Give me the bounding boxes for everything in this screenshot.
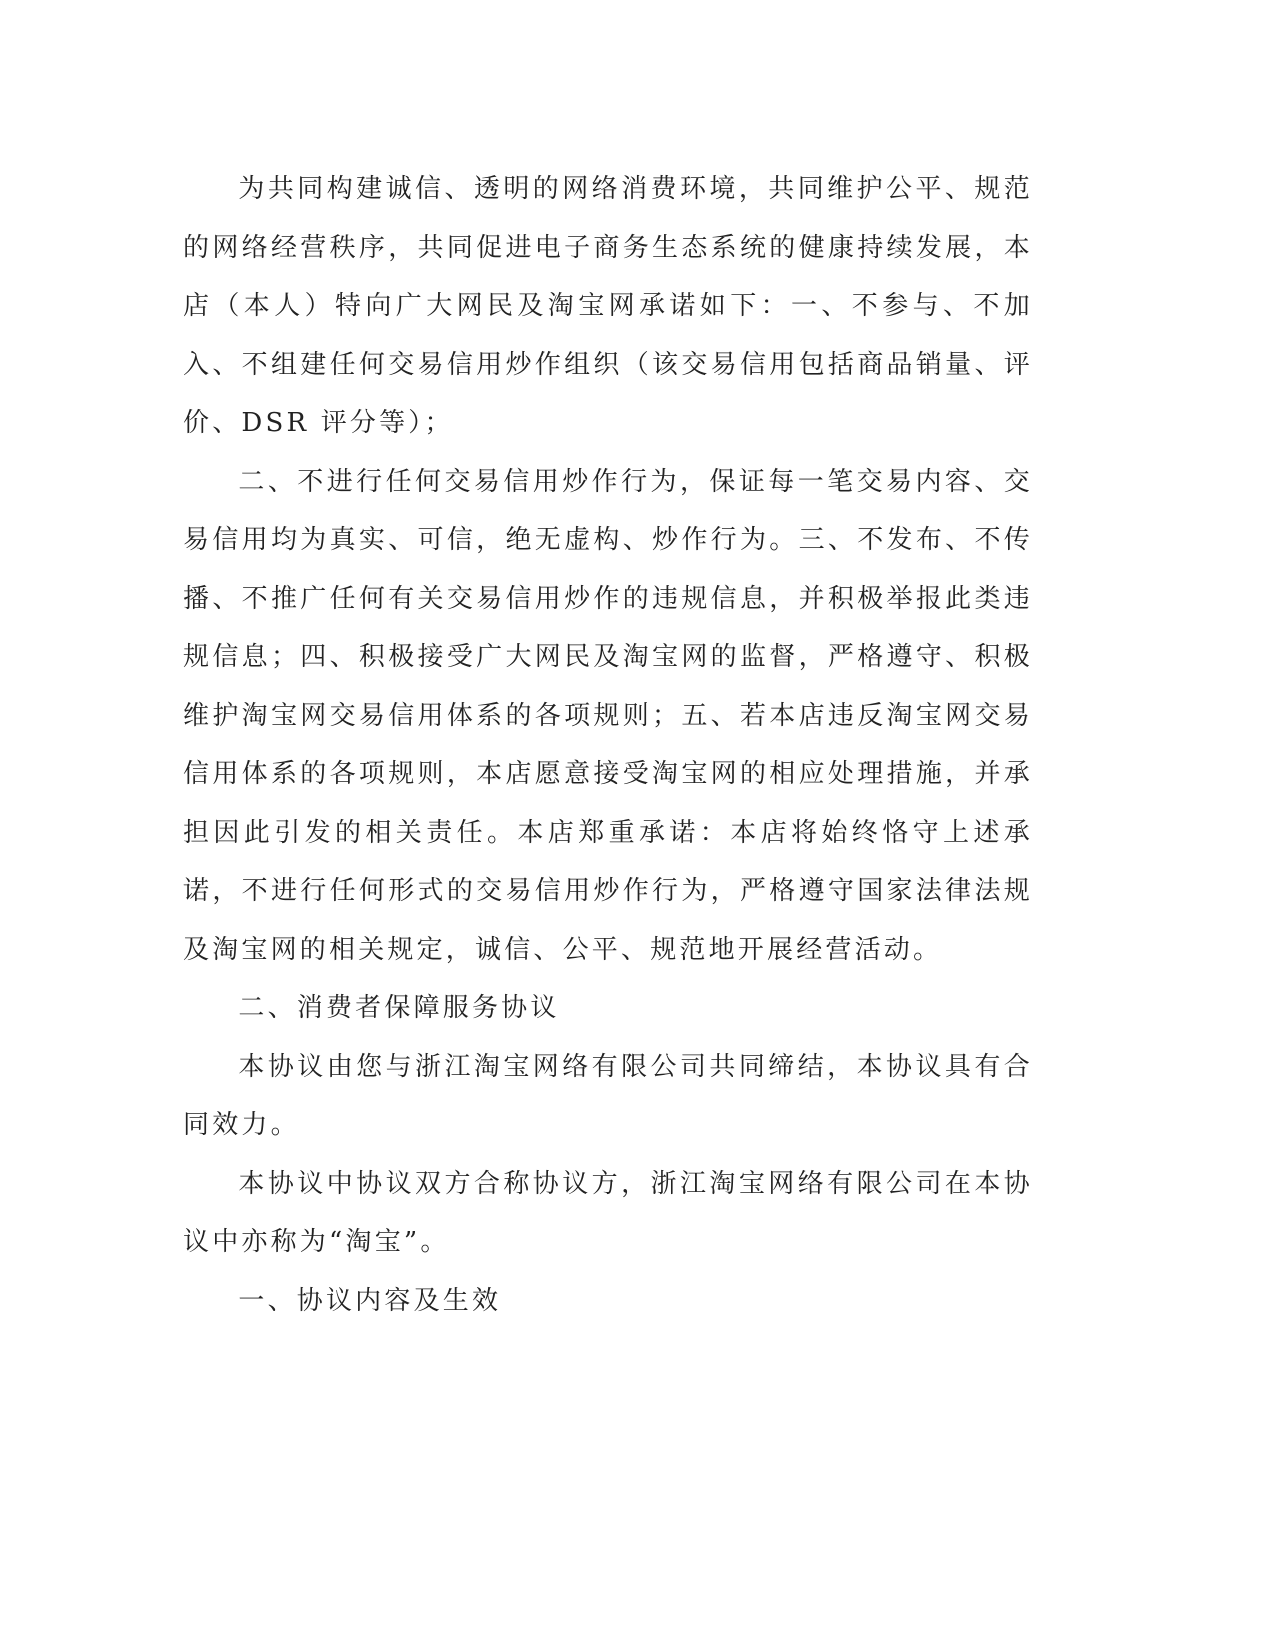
document-body: [183, 160, 1033, 1330]
paragraph-commitment-intro: 为共同构建诚信、透明的网络消费环境，共同维护公平、规范的网络经营秩序，共同促进电子商务生态系统的健康持续发展，本店（本人）特向广大网民及淘宝网承诺如下：一、不参与、不加入、不组建任何交易信用炒作组织（该交易信用包括商品销量、评价、DSR 评分等）；: [183, 174, 1033, 438]
paragraph-agreement-definition: 本协议中协议双方合称协议方，浙江淘宝网络有限公司在本协议中亦称为“淘宝”。: [183, 1168, 1033, 1257]
section-heading-agreement-content: 一、协议内容及生效: [238, 1285, 502, 1316]
section-heading-consumer-protection: 二、消费者保障服务协议: [238, 993, 560, 1023]
paragraph-agreement-parties: 本协议由您与浙江淘宝网络有限公司共同缔结，本协议具有合同效力。: [183, 1051, 1033, 1140]
paragraph-commitment-details: 二、不进行任何交易信用炒作行为，保证每一笔交易内容、交易信用均为真实、可信，绝无虚构、炒作行为。三、不发布、不传播、不推广任何有关交易信用炒作的违规信息，并积极举报此类违规信息；四、积极接受广大网民及淘宝网的监督，严格遵守、积极维护淘宝网交易信用体系的各项规则；五、若本店违反淘宝网交易信用体系的各项规则，本店愿意接受淘宝网的相应处理措施，并承担因此引发的相关责任。本店郑重承诺：本店将始终恪守上述承诺，不进行任何形式的交易信用炒作行为，严格遵守国家法律法规及淘宝网的相关规定，诚信、公平、规范地开展经营活动。: [183, 466, 1033, 965]
